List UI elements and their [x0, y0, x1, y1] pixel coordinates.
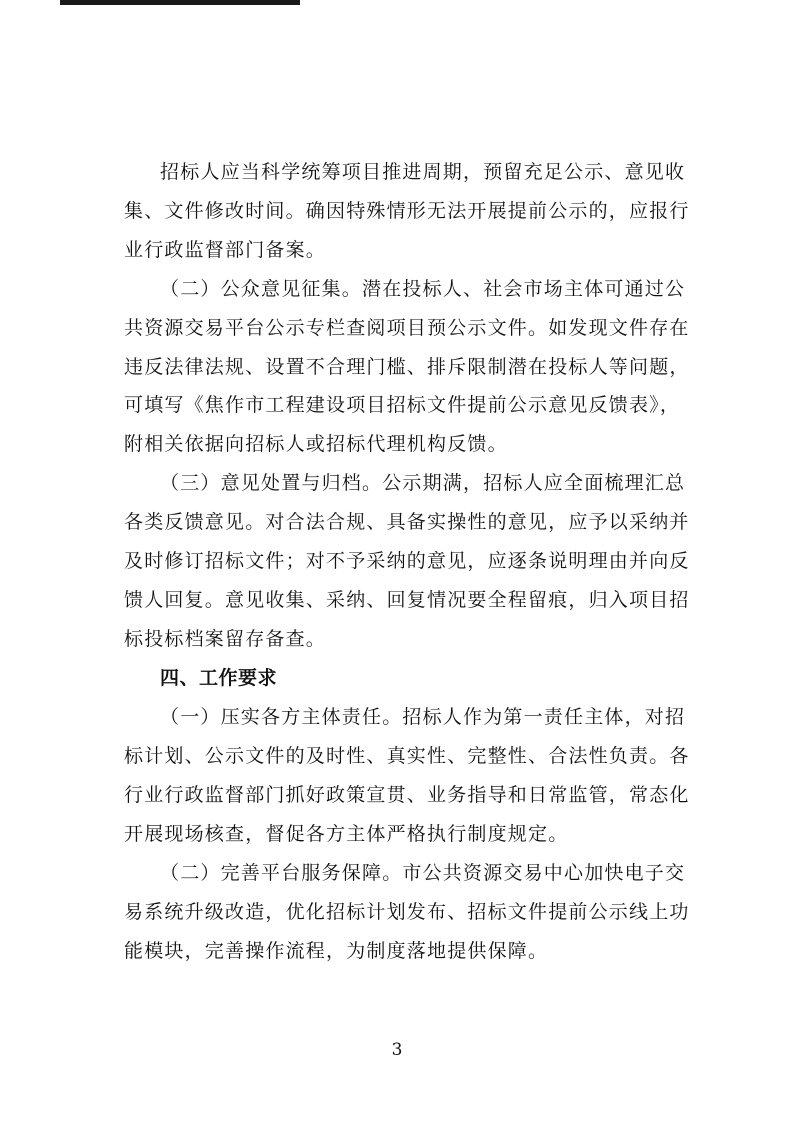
- text-line: 附相关依据向招标人或招标代理机构反馈。: [124, 433, 508, 455]
- text-line: 易系统升级改造，优化招标计划发布、招标文件提前公示线上功: [124, 901, 690, 923]
- text-line: 各类反馈意见。对合法合规、具备实操性的意见，应予以采纳并: [124, 511, 690, 533]
- text-line: 行业行政监督部门抓好政策宣贯、业务指导和日常监管，常态化: [124, 784, 690, 806]
- text-line: 能模块，完善操作流程，为制度落地提供保障。: [124, 940, 549, 962]
- section-heading: 四、工作要求: [160, 667, 278, 689]
- text-line: 集、文件修改时间。确因特殊情形无法开展提前公示的，应报行: [124, 200, 690, 222]
- text-line: （三）意见处置与归档。公示期满，招标人应全面梳理汇总: [160, 472, 686, 494]
- text-line: 标投标档案留存备查。: [124, 628, 327, 650]
- text-line: 开展现场核查，督促各方主体严格执行制度规定。: [124, 823, 569, 845]
- text-line: 馈人回复。意见收集、采纳、回复情况要全程留痕，归入项目招: [124, 589, 690, 611]
- text-line: 及时修订招标文件；对不予采纳的意见，应逐条说明理由并向反: [124, 550, 690, 572]
- text-line: 标计划、公示文件的及时性、真实性、完整性、合法性负责。各: [124, 745, 690, 767]
- page-number: 3: [391, 1040, 403, 1060]
- text-line: 违反法律法规、设置不合理门槛、排斥限制潜在投标人等问题，: [124, 356, 690, 378]
- text-line: （一）压实各方主体责任。招标人作为第一责任主体，对招: [160, 706, 686, 728]
- text-line: 共资源交易平台公示专栏查阅项目预公示文件。如发现文件存在: [124, 317, 690, 339]
- text-line: （二）公众意见征集。潜在投标人、社会市场主体可通过公: [160, 278, 686, 300]
- text-line: （二）完善平台服务保障。市公共资源交易中心加快电子交: [160, 862, 686, 884]
- text-line: 招标人应当科学统筹项目推进周期，预留充足公示、意见收: [160, 161, 686, 183]
- text-line: 可填写《焦作市工程建设项目招标文件提前公示意见反馈表》，: [124, 394, 681, 416]
- text-line: 业行政监督部门备案。: [124, 239, 327, 261]
